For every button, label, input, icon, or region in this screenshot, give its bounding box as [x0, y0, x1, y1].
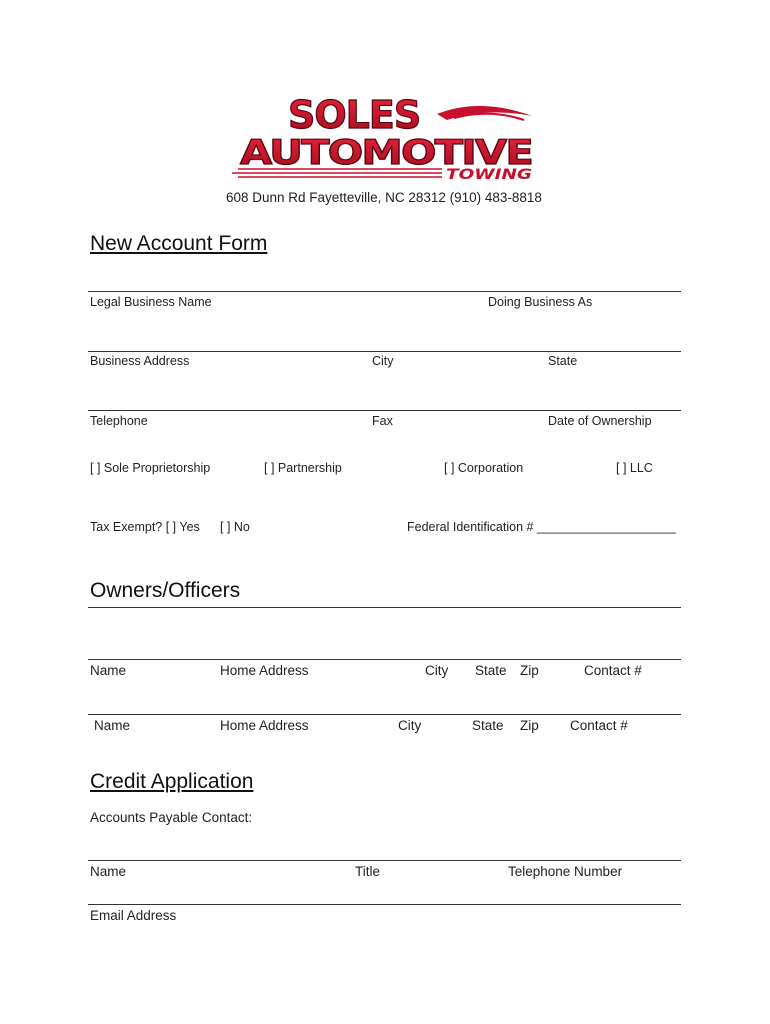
owner2-contact-label: Contact #	[570, 718, 628, 733]
owner1-city-label: City	[425, 663, 449, 678]
doing-business-as-label: Doing Business As	[488, 295, 593, 309]
divider	[88, 860, 681, 861]
accounts-payable-contact-label: Accounts Payable Contact:	[90, 810, 253, 825]
fax-label: Fax	[372, 414, 393, 428]
company-logo	[232, 90, 538, 187]
credit-application-heading: Credit Application	[90, 770, 254, 793]
federal-id-field[interactable]: Federal Identification # ____________________	[407, 520, 676, 534]
divider	[88, 291, 681, 292]
email-address-label: Email Address	[90, 908, 177, 923]
owner2-name-label: Name	[94, 718, 131, 733]
divider	[88, 714, 681, 715]
owner2-zip-label: Zip	[520, 718, 539, 733]
owners-heading: Owners/Officers	[90, 579, 241, 602]
company-address: 608 Dunn Rd Fayetteville, NC 28312 (910) 483-8818	[226, 190, 542, 205]
partnership-checkbox[interactable]: [ ] Partnership	[264, 461, 342, 475]
owner1-state-label: State	[475, 663, 507, 678]
divider	[88, 410, 681, 411]
credit-title-label: Title	[355, 864, 381, 879]
divider	[88, 351, 681, 352]
owner2-home-address-label: Home Address	[220, 718, 309, 733]
owner1-home-address-label: Home Address	[220, 663, 309, 678]
telephone-label: Telephone	[90, 414, 148, 428]
tax-exempt-yes-checkbox[interactable]: Tax Exempt? [ ] Yes	[90, 520, 200, 534]
logo-line1: SOLES	[288, 93, 421, 137]
owner1-name-label: Name	[90, 663, 127, 678]
divider	[88, 607, 681, 608]
credit-name-label: Name	[90, 864, 127, 879]
logo-line2: AUTOMOTIVE	[240, 133, 532, 173]
divider	[88, 904, 681, 905]
new-account-heading: New Account Form	[90, 232, 268, 255]
corporation-checkbox[interactable]: [ ] Corporation	[444, 461, 524, 475]
credit-telephone-label: Telephone Number	[508, 864, 623, 879]
divider	[88, 659, 681, 660]
llc-checkbox[interactable]: [ ] LLC	[616, 461, 653, 475]
tax-exempt-no-checkbox[interactable]: [ ] No	[220, 520, 250, 534]
owner2-city-label: City	[398, 718, 422, 733]
logo-line3: TOWING	[446, 167, 532, 182]
owner2-state-label: State	[472, 718, 504, 733]
city-label: City	[372, 354, 394, 368]
state-label: State	[548, 354, 578, 368]
sole-proprietorship-checkbox[interactable]: [ ] Sole Proprietorship	[90, 461, 211, 475]
owner1-zip-label: Zip	[520, 663, 539, 678]
business-address-label: Business Address	[90, 354, 190, 368]
date-of-ownership-label: Date of Ownership	[548, 414, 652, 428]
legal-business-name-label: Legal Business Name	[90, 295, 212, 309]
owner1-contact-label: Contact #	[584, 663, 642, 678]
